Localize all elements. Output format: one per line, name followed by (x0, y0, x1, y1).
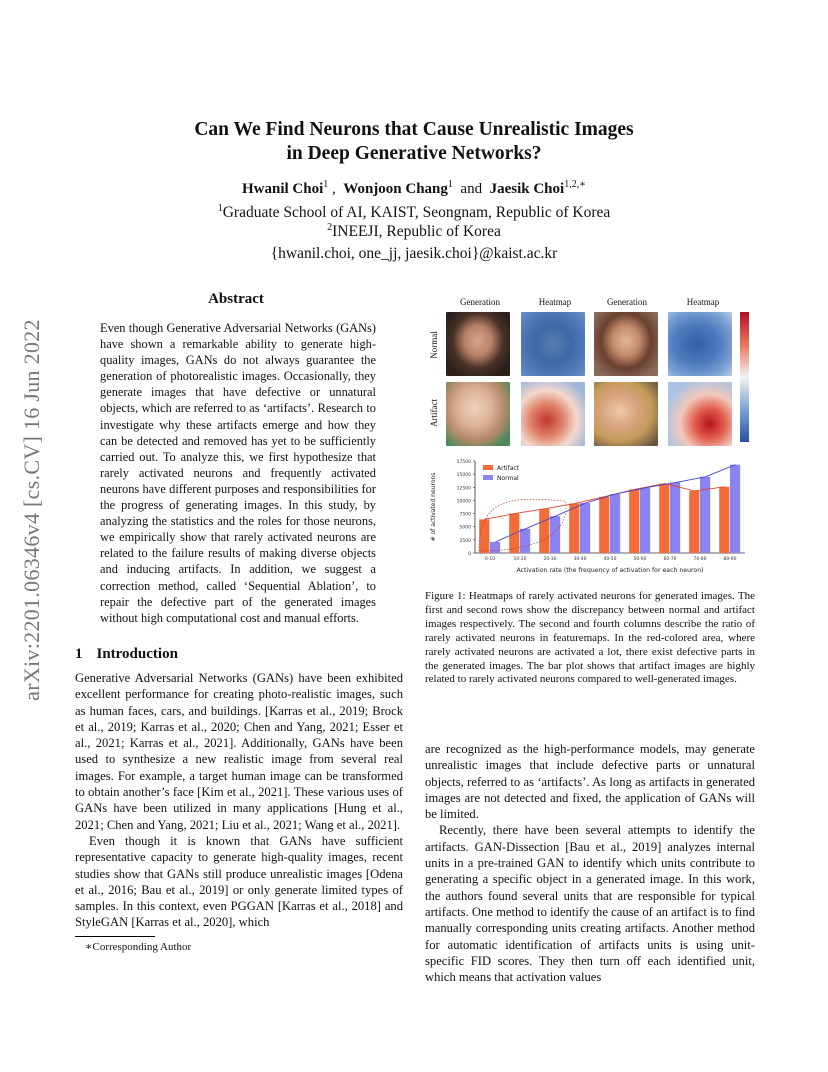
bar-artifact (659, 484, 669, 553)
y-tick-label: 2500 (459, 538, 471, 544)
affiliation-sup: 1 (217, 202, 223, 214)
heatmap-image (668, 312, 732, 376)
bar-normal (610, 494, 620, 553)
col2-paragraph-1: are recognized as the high-performance models, may generate unrealistic images that include defective parts or unnatural objects, referred to as ‘artifacts’. As long as artifacts in generated images are not detected and fixed, the application of GANs will be limited. (425, 742, 755, 822)
y-axis-label: # of activated neurons (430, 472, 437, 542)
y-tick-label: 0 (468, 552, 471, 557)
x-tick-label: 0-10 (484, 557, 496, 562)
arxiv-stamp: arXiv:2201.06346v4 [cs.CV] 16 Jun 2022 (19, 319, 44, 701)
affiliation-1 (0, 204, 828, 222)
footnote: ∗Corresponding Author (85, 941, 192, 953)
legend-label: Artifact (497, 465, 520, 472)
heatmap-colorbar (740, 312, 749, 442)
bar-normal (490, 542, 500, 553)
bar-normal (640, 488, 650, 553)
author-separator: , (328, 181, 344, 197)
footnote-rule (75, 936, 155, 937)
intro-column-right (425, 741, 755, 985)
x-tick-label: 50-60 (633, 557, 647, 562)
bar-normal (730, 465, 740, 553)
affiliation-text: Graduate School of AI, KAIST, Seongnam, Republic of Korea (222, 204, 611, 221)
author-emails: {hwanil.choi, one_jj, jaesik.choi}@kaist.ac.kr (270, 245, 558, 262)
author-list (0, 181, 828, 198)
author-affil-sup: 1,2,∗ (564, 179, 586, 190)
affiliation-text: INEEJI, Republic of Korea (332, 223, 501, 240)
y-tick-label: 17500 (456, 460, 471, 465)
author-name: Hwanil Choi (242, 181, 324, 197)
x-axis-label: Activation rate (the frequency of activation for each neuron) (516, 567, 704, 574)
x-tick-label: 60-70 (663, 557, 677, 562)
bar-artifact (719, 487, 729, 553)
x-tick-label: 20-30 (543, 557, 557, 562)
activation-bar-chart (425, 455, 755, 580)
bar-normal (580, 503, 590, 553)
x-tick-label: 10-20 (513, 557, 527, 562)
y-tick-label: 15000 (456, 473, 471, 479)
section-heading (75, 646, 192, 663)
bar-artifact (569, 504, 579, 553)
section-number: 1 (75, 646, 83, 662)
x-tick-label: 80-90 (723, 557, 737, 562)
intro-paragraph-1: Generative Adversarial Networks (GANs) have been exhibited excellent performance for creating photo-realistic images, such as human faces, cars, and buildings. [Karras et al., 2019; Brock et al., 2019; Karras et al., 2020; Chen and Yang, 2021; Esser et al., 2021; Karras et al., 2021]. Additionally, GANs have been used to synthesize a new realistic image from several real images. For example, a target human image can be transformed to obtain another’s face [Kim et al., 2021]. These various uses of GANs have been utilized in many applications [Hung et al., 2021; Chen and Yang, 2021; Liu et al., 2021; Wang et al., 2021]. (75, 671, 403, 832)
bar-normal (550, 516, 560, 553)
section-title: Introduction (96, 646, 178, 662)
x-tick-label: 70-80 (693, 557, 707, 562)
y-tick-label: 12500 (456, 486, 471, 492)
affiliation-2 (0, 223, 828, 241)
bar-normal (520, 529, 530, 553)
bar-normal (700, 477, 710, 553)
legend-swatch (483, 465, 493, 470)
bar-artifact (539, 509, 549, 553)
abstract-text: Even though Generative Adversarial Networks (GANs) have shown a remarkable ability to generate high-quality images, GANs do not always guarantee the generation of photorealistic images. Occasionally, they generate images that have defective or unnatural objects, which are referred to as ‘artifacts’. Research to investigate why these artifacts emerge and how they can be detected and removed has yet to be sufficiently carried out. To analyze this, we first hypothesize that rarely activated neurons and frequently activated neurons have different purposes and responsibilities for the progress of generating images. In this study, by analyzing the statistics and the roles for those neurons, we empirically show that rarely activated neurons are related to the failure results of making diverse objects and inducing artifacts. In addition, we suggest a correction method, called ‘Sequential Ablation’, to repair the defective part of the generated images without high computational cost and manual efforts. (100, 321, 376, 625)
figure-col-header: Heatmap (686, 297, 720, 307)
bar-artifact (599, 497, 609, 553)
author-name: Wonjoon Chang (343, 181, 448, 197)
bar-artifact (479, 519, 489, 553)
generated-face-image (446, 312, 510, 376)
bar-normal (670, 483, 680, 553)
intro-paragraph-2: Even though it is known that GANs have sufficient representative capacity to generate high-quality images, recent studies show that GANs still produce unrealistic images [Odena et al., 2016; Bau et al., 2019] or only generate limited types of samples. In this context, even PGGAN [Karras et al., 2018] and StyleGAN [Karras et al., 2020], which (75, 833, 403, 930)
figure-row-label: Normal (429, 331, 439, 359)
col2-paragraph-2: Recently, there have been several attempts to identify the artifacts. GAN-Dissection [Bau et al., 2019] analyzes internal units in a pre-trained GAN to identify which units contribute to generating a specific object in a generated image. In this work, the authors found several units that are responsible for typical artifacts. One method to identify the cause of an artifact is to find manually corresponding units creating artifacts. Another method for automatic identification of artifacts units is using unit-specific FID scores. They then turn off each identified unit, which means that activation values (425, 823, 755, 985)
x-tick-label: 30-40 (573, 557, 587, 562)
generated-face-image (594, 312, 658, 376)
legend-swatch (483, 475, 493, 480)
title-line-1: Can We Find Neurons that Cause Unrealistic Images (194, 119, 634, 140)
heatmap-image (521, 382, 585, 446)
heatmap-image (668, 382, 732, 446)
heatmap-image (521, 312, 585, 376)
bar-artifact (689, 491, 699, 553)
paper-title (0, 118, 828, 166)
figure-caption: Figure 1: Heatmaps of rarely activated neurons for generated images. The first and second rows show the discrepancy between normal and artifact images respectively. The second and fourth columns describe the ratio of rarely activated neurons in featuremaps. In the red-colored area, where rarely activated neurons are activated a lot, there exist defective parts in the generated images. The bar plot shows that artifact images are highly related to rarely activated neurons compared to well-generated images. (425, 590, 755, 686)
figure-row-label: Artifact (429, 399, 439, 427)
figure-col-header: Generation (460, 297, 500, 307)
author-affil-sup: 1 (447, 179, 453, 190)
x-tick-label: 40-50 (603, 557, 617, 562)
generated-face-image (594, 382, 658, 446)
y-tick-label: 5000 (459, 525, 471, 531)
y-tick-label: 7500 (459, 512, 471, 518)
author-affil-sup: 1 (323, 179, 329, 190)
author-separator: and (452, 181, 490, 197)
y-tick-label: 10000 (456, 499, 471, 505)
generated-face-image (446, 382, 510, 446)
bar-artifact (629, 489, 639, 553)
figure-col-header: Generation (607, 297, 647, 307)
affiliation-sup: 2 (327, 221, 333, 233)
abstract-heading: Abstract (208, 291, 264, 307)
legend-label: Normal (497, 475, 519, 482)
title-line-2: in Deep Generative Networks? (286, 143, 542, 164)
author-name: Jaesik Choi (489, 181, 565, 197)
figure-col-header: Heatmap (538, 297, 572, 307)
intro-column-left (75, 670, 403, 931)
